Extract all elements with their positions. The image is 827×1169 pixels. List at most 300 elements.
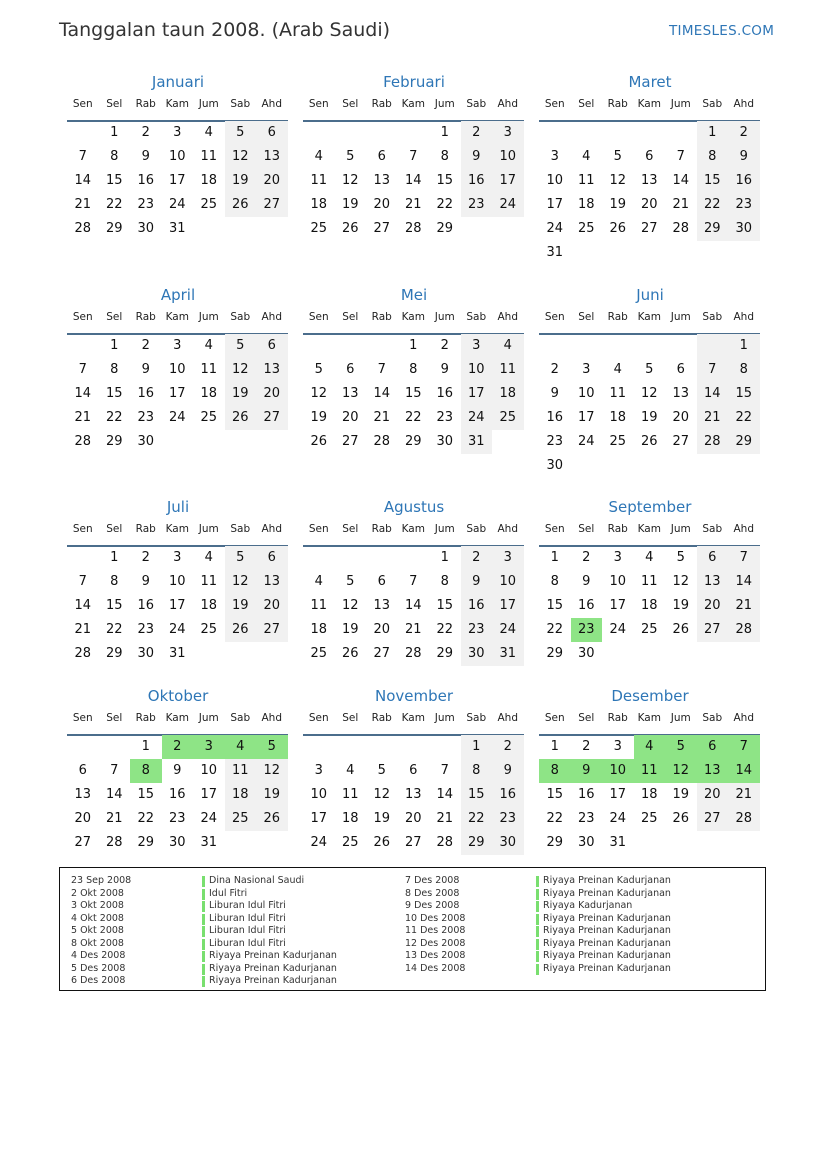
day-cell: 29: [105, 646, 123, 661]
weekday-label: Rab: [371, 311, 392, 323]
legend-marker: [536, 951, 539, 962]
day-cell: 7: [409, 574, 418, 589]
legend-holiday-name: Riyaya Preinan Kadurjanan: [543, 962, 671, 974]
day-cell: 31: [200, 835, 218, 850]
day-cell: 7: [728, 546, 760, 570]
day-cell: 4: [613, 362, 622, 377]
day-cell: 19: [256, 783, 288, 807]
day-cell: 3: [550, 149, 559, 164]
day-cell: 22: [697, 193, 729, 217]
weekday-label: Jum: [434, 98, 455, 110]
legend-holiday-name: Riyaya Preinan Kadurjanan: [209, 962, 337, 974]
weekday-label: Sel: [106, 712, 123, 724]
legend-holiday-name: Riyaya Preinan Kadurjanan: [543, 887, 671, 899]
day-cell: 7: [440, 763, 449, 778]
day-cell: 24: [609, 811, 627, 826]
weekday-label: Sab: [702, 311, 723, 323]
day-cell: 21: [436, 811, 454, 826]
day-cell: 6: [697, 735, 729, 759]
month-name: April: [160, 286, 196, 304]
day-cell: 21: [74, 622, 92, 637]
legend-holiday-name: Riyaya Preinan Kadurjanan: [209, 975, 337, 986]
day-cell: 18: [640, 787, 658, 802]
day-cell: 18: [492, 382, 524, 406]
day-cell: 11: [609, 386, 627, 401]
brand-link[interactable]: TIMESLES.COM: [669, 23, 775, 39]
weekday-header: [539, 712, 761, 726]
day-cell: 16: [546, 410, 564, 425]
day-cell: 22: [546, 811, 564, 826]
day-cell: 26: [373, 835, 391, 850]
legend-holiday-name: Riyaya Kadurjanan: [543, 900, 633, 911]
weekday-label: Rab: [135, 98, 156, 110]
day-cell: 14: [404, 173, 422, 188]
day-cell: 13: [373, 173, 391, 188]
day-cell: 5: [377, 763, 386, 778]
day-cell: 5: [225, 334, 257, 358]
day-cell: 25: [609, 434, 627, 449]
day-cell: 31: [492, 642, 524, 666]
day-cell: 30: [461, 642, 493, 666]
day-cell: 26: [310, 434, 328, 449]
day-cell: 6: [645, 149, 654, 164]
legend-date: 23 Sep 2008: [71, 875, 132, 886]
legend-marker: [202, 889, 205, 900]
weekday-label: Rab: [607, 523, 628, 535]
weekday-label: Sel: [106, 523, 123, 535]
day-cell: 29: [546, 646, 564, 661]
day-cell: 25: [310, 646, 328, 661]
day-cell: 11: [634, 759, 666, 783]
legend-marker: [202, 914, 205, 925]
day-cell: 15: [105, 173, 123, 188]
day-cell: 15: [436, 173, 454, 188]
legend-holiday-name: Riyaya Preinan Kadurjanan: [543, 925, 671, 936]
day-cell: 14: [74, 386, 92, 401]
day-cell: 15: [546, 787, 564, 802]
day-cell: 10: [200, 763, 218, 778]
day-cell: 13: [404, 787, 422, 802]
weekday-label: Ahd: [733, 523, 754, 535]
legend-date: 11 Des 2008: [405, 925, 466, 936]
day-cell: 26: [672, 811, 690, 826]
legend-date: 3 Okt 2008: [71, 900, 124, 911]
day-cell: 16: [436, 386, 454, 401]
day-cell: 13: [373, 598, 391, 613]
day-cell: 20: [256, 169, 288, 193]
legend-date: 9 Des 2008: [405, 900, 460, 911]
day-cell: 15: [404, 386, 422, 401]
day-cell: 8: [409, 362, 418, 377]
day-cell: 22: [728, 406, 760, 430]
weekday-label: Ahd: [497, 98, 518, 110]
day-cell: 1: [141, 739, 150, 754]
legend-holiday-name: Riyaya Preinan Kadurjanan: [543, 937, 671, 949]
day-cell: 31: [546, 245, 564, 260]
weekday-label: Sab: [466, 523, 487, 535]
weekday-label: Jum: [434, 311, 455, 323]
day-cell: 4: [204, 125, 213, 140]
weekday-label: Sen: [308, 311, 329, 323]
day-cell: 30: [168, 835, 186, 850]
day-cell: 5: [346, 574, 355, 589]
weekday-label: Sen: [308, 712, 329, 724]
legend-marker: [202, 901, 205, 912]
day-cell: 12: [225, 145, 257, 169]
day-cell: 16: [461, 169, 493, 193]
day-cell: 21: [404, 622, 422, 637]
weekday-label: Jum: [198, 523, 219, 535]
weekday-label: Sel: [342, 523, 359, 535]
day-cell: 18: [609, 410, 627, 425]
day-cell: 27: [341, 434, 359, 449]
day-cell: 9: [141, 362, 150, 377]
day-cell: 25: [492, 406, 524, 430]
day-cell: 15: [137, 787, 155, 802]
day-cell: 4: [204, 550, 213, 565]
weekday-label: Jum: [670, 98, 691, 110]
day-cell: 3: [461, 334, 493, 358]
page-title: Tanggalan taun 2008. (Arab Saudi): [59, 19, 391, 41]
day-cell: 24: [609, 622, 627, 637]
day-cell: 2: [728, 121, 760, 145]
day-cell: 26: [225, 406, 257, 430]
day-cell: 27: [74, 835, 92, 850]
legend-date: 8 Okt 2008: [71, 937, 124, 949]
day-cell: 20: [373, 197, 391, 212]
weekday-header: [67, 311, 289, 325]
day-cell: 4: [314, 574, 323, 589]
legend-marker: [536, 889, 539, 900]
day-cell: 17: [577, 410, 595, 425]
day-cell: 12: [225, 358, 257, 382]
weekday-label: Kam: [165, 712, 189, 724]
day-cell: 23: [168, 811, 186, 826]
day-cell: 23: [461, 193, 493, 217]
day-cell: 20: [697, 783, 729, 807]
day-cell: 27: [373, 221, 391, 236]
day-cell: 11: [200, 362, 218, 377]
day-cell: 8: [550, 574, 559, 589]
legend-marker: [202, 876, 205, 887]
day-cell: 15: [697, 169, 729, 193]
day-cell: 30: [492, 831, 524, 855]
weekday-header: [539, 98, 761, 112]
weekday-label: Kam: [165, 311, 189, 323]
day-cell: 18: [341, 811, 359, 826]
day-cell: 6: [676, 362, 685, 377]
weekday-label: Kam: [637, 98, 661, 110]
day-cell: 20: [256, 594, 288, 618]
weekday-label: Sen: [72, 523, 93, 535]
day-cell: 6: [697, 546, 729, 570]
weekday-label: Rab: [607, 712, 628, 724]
day-cell: 20: [256, 382, 288, 406]
weekday-label: Sel: [578, 712, 595, 724]
weekday-header: [539, 311, 761, 325]
day-cell: 31: [168, 646, 186, 661]
day-cell: 10: [609, 574, 627, 589]
day-cell: 5: [256, 735, 288, 759]
day-cell: 11: [640, 574, 658, 589]
month-name: Agustus: [383, 498, 445, 516]
day-cell: 27: [256, 618, 288, 642]
day-cell: 10: [461, 358, 493, 382]
day-cell: 5: [613, 149, 622, 164]
day-cell: 11: [310, 173, 328, 188]
day-cell: 25: [640, 811, 658, 826]
day-cell: 3: [193, 735, 225, 759]
month-name: Juli: [166, 498, 190, 516]
day-cell: 23: [436, 410, 454, 425]
day-cell: 17: [461, 382, 493, 406]
day-cell: 29: [137, 835, 155, 850]
day-cell: 15: [461, 783, 493, 807]
day-cell: 13: [256, 570, 288, 594]
day-cell: 10: [168, 362, 186, 377]
day-cell: 19: [310, 410, 328, 425]
day-cell: 16: [577, 787, 595, 802]
day-cell: 29: [404, 434, 422, 449]
day-cell: 11: [577, 173, 595, 188]
legend-date: 5 Okt 2008: [71, 925, 124, 936]
day-cell: 1: [110, 550, 119, 565]
weekday-header: [303, 712, 525, 726]
day-cell: 22: [546, 622, 564, 637]
weekday-label: Sen: [544, 712, 565, 724]
weekday-label: Sen: [308, 98, 329, 110]
day-cell: 28: [728, 807, 760, 831]
day-cell: 2: [461, 121, 493, 145]
day-cell: 17: [492, 594, 524, 618]
day-cell: 3: [492, 121, 524, 145]
day-cell: 12: [341, 598, 359, 613]
day-cell: 22: [436, 197, 454, 212]
legend-marker: [536, 876, 539, 887]
day-cell: 17: [609, 598, 627, 613]
weekday-label: Rab: [135, 311, 156, 323]
weekday-label: Sab: [466, 712, 487, 724]
day-cell: 1: [728, 334, 760, 358]
day-cell: 4: [204, 338, 213, 353]
day-cell: 28: [404, 646, 422, 661]
day-cell: 26: [341, 646, 359, 661]
day-cell: 20: [341, 410, 359, 425]
weekday-label: Sab: [702, 712, 723, 724]
legend-date: 13 Des 2008: [405, 950, 466, 961]
day-cell: 14: [74, 173, 92, 188]
day-cell: 17: [546, 197, 564, 212]
day-cell: 31: [461, 430, 493, 454]
day-cell: 9: [582, 574, 591, 589]
day-cell: 28: [404, 221, 422, 236]
day-cell: 21: [105, 811, 123, 826]
day-cell: 28: [74, 221, 92, 236]
month-name: Juni: [636, 286, 664, 304]
day-cell: 3: [613, 739, 622, 754]
weekday-label: Sen: [544, 98, 565, 110]
legend-date: 5 Des 2008: [71, 962, 126, 974]
weekday-label: Rab: [607, 311, 628, 323]
day-cell: 24: [168, 410, 186, 425]
day-cell: 29: [546, 835, 564, 850]
weekday-label: Kam: [637, 311, 661, 323]
weekday-label: Ahd: [733, 98, 754, 110]
day-cell: 30: [546, 458, 564, 473]
day-cell: 19: [672, 787, 690, 802]
day-cell: 27: [672, 434, 690, 449]
day-cell: 27: [256, 193, 288, 217]
day-cell: 2: [141, 550, 150, 565]
legend-date: 12 Des 2008: [405, 937, 466, 949]
day-cell: 13: [697, 759, 729, 783]
day-cell: 17: [168, 598, 186, 613]
day-cell: 7: [377, 362, 386, 377]
weekday-label: Rab: [371, 523, 392, 535]
weekday-label: Ahd: [497, 311, 518, 323]
month-name: Desember: [611, 687, 689, 705]
day-cell: 26: [256, 807, 288, 831]
day-cell: 8: [440, 149, 449, 164]
month-name: Maret: [628, 73, 672, 91]
day-cell: 13: [341, 386, 359, 401]
day-cell: 11: [200, 574, 218, 589]
holiday-legend: [59, 867, 766, 991]
day-cell: 8: [728, 358, 760, 382]
day-cell: 15: [105, 386, 123, 401]
day-cell: 19: [672, 598, 690, 613]
day-cell: 28: [672, 221, 690, 236]
day-cell: 6: [377, 149, 386, 164]
day-cell: 14: [728, 759, 760, 783]
day-cell: 8: [130, 759, 162, 783]
legend-marker: [202, 951, 205, 962]
day-cell: 14: [697, 382, 729, 406]
day-cell: 6: [346, 362, 355, 377]
day-cell: 15: [105, 598, 123, 613]
weekday-label: Jum: [198, 712, 219, 724]
day-cell: 24: [492, 193, 524, 217]
legend-holiday-name: Riyaya Preinan Kadurjanan: [543, 875, 671, 886]
day-cell: 18: [200, 386, 218, 401]
day-cell: 19: [640, 410, 658, 425]
day-cell: 24: [577, 434, 595, 449]
day-cell: 4: [314, 149, 323, 164]
day-cell: 2: [582, 550, 591, 565]
legend-date: 7 Des 2008: [405, 875, 460, 886]
day-cell: 26: [640, 434, 658, 449]
day-cell: 17: [310, 811, 328, 826]
day-cell: 9: [571, 759, 603, 783]
legend-holiday-name: Riyaya Preinan Kadurjanan: [543, 950, 671, 961]
weekday-label: Kam: [401, 523, 425, 535]
day-cell: 17: [492, 169, 524, 193]
day-cell: 20: [74, 811, 92, 826]
weekday-label: Kam: [401, 311, 425, 323]
day-cell: 5: [225, 121, 257, 145]
day-cell: 23: [137, 410, 155, 425]
day-cell: 26: [609, 221, 627, 236]
weekday-header: [67, 712, 289, 726]
weekday-label: Ahd: [497, 712, 518, 724]
day-cell: 30: [728, 217, 760, 241]
day-cell: 28: [373, 434, 391, 449]
day-cell: 30: [137, 646, 155, 661]
empty-day-cell: [697, 334, 729, 358]
day-cell: 1: [110, 125, 119, 140]
day-cell: 21: [373, 410, 391, 425]
day-cell: 30: [436, 434, 454, 449]
legend-marker: [536, 926, 539, 937]
day-cell: 16: [137, 386, 155, 401]
day-cell: 30: [577, 835, 595, 850]
day-cell: 14: [672, 173, 690, 188]
day-cell: 18: [310, 197, 328, 212]
weekday-label: Sen: [72, 712, 93, 724]
day-cell: 28: [105, 835, 123, 850]
legend-marker: [536, 939, 539, 950]
day-cell: 22: [436, 622, 454, 637]
day-cell: 11: [310, 598, 328, 613]
day-cell: 11: [200, 149, 218, 164]
weekday-label: Sel: [578, 311, 595, 323]
day-cell: 27: [256, 406, 288, 430]
weekday-label: Sel: [342, 98, 359, 110]
day-cell: 3: [492, 546, 524, 570]
day-cell: 29: [461, 831, 493, 855]
day-cell: 18: [225, 783, 257, 807]
weekday-label: Ahd: [733, 311, 754, 323]
day-cell: 11: [341, 787, 359, 802]
day-cell: 23: [577, 811, 595, 826]
day-cell: 13: [672, 386, 690, 401]
day-cell: 30: [137, 221, 155, 236]
day-cell: 12: [373, 787, 391, 802]
legend-marker: [202, 976, 205, 987]
day-cell: 29: [436, 646, 454, 661]
day-cell: 7: [78, 149, 87, 164]
day-cell: 12: [665, 759, 697, 783]
day-cell: 1: [110, 338, 119, 353]
day-cell: 9: [550, 386, 559, 401]
weekday-label: Sab: [702, 98, 723, 110]
day-cell: 8: [461, 759, 493, 783]
legend-holiday-name: Dina Nasional Saudi: [209, 875, 305, 886]
weekday-label: Sel: [106, 98, 123, 110]
day-cell: 16: [577, 598, 595, 613]
day-cell: 19: [225, 382, 257, 406]
day-cell: 22: [404, 410, 422, 425]
weekday-label: Rab: [371, 98, 392, 110]
day-cell: 19: [341, 622, 359, 637]
weekday-label: Ahd: [261, 98, 282, 110]
legend-marker: [202, 939, 205, 950]
legend-holiday-name: Idul Fitri: [209, 887, 248, 899]
day-cell: 5: [665, 735, 697, 759]
day-cell: 20: [697, 594, 729, 618]
day-cell: 22: [105, 410, 123, 425]
day-cell: 2: [550, 362, 559, 377]
weekday-label: Kam: [401, 712, 425, 724]
day-cell: 5: [225, 546, 257, 570]
legend-marker: [202, 926, 205, 937]
day-cell: 28: [728, 618, 760, 642]
weekday-header: [303, 98, 525, 112]
day-cell: 21: [672, 197, 690, 212]
weekday-header: [539, 523, 761, 537]
day-cell: 30: [137, 434, 155, 449]
day-cell: 8: [440, 574, 449, 589]
